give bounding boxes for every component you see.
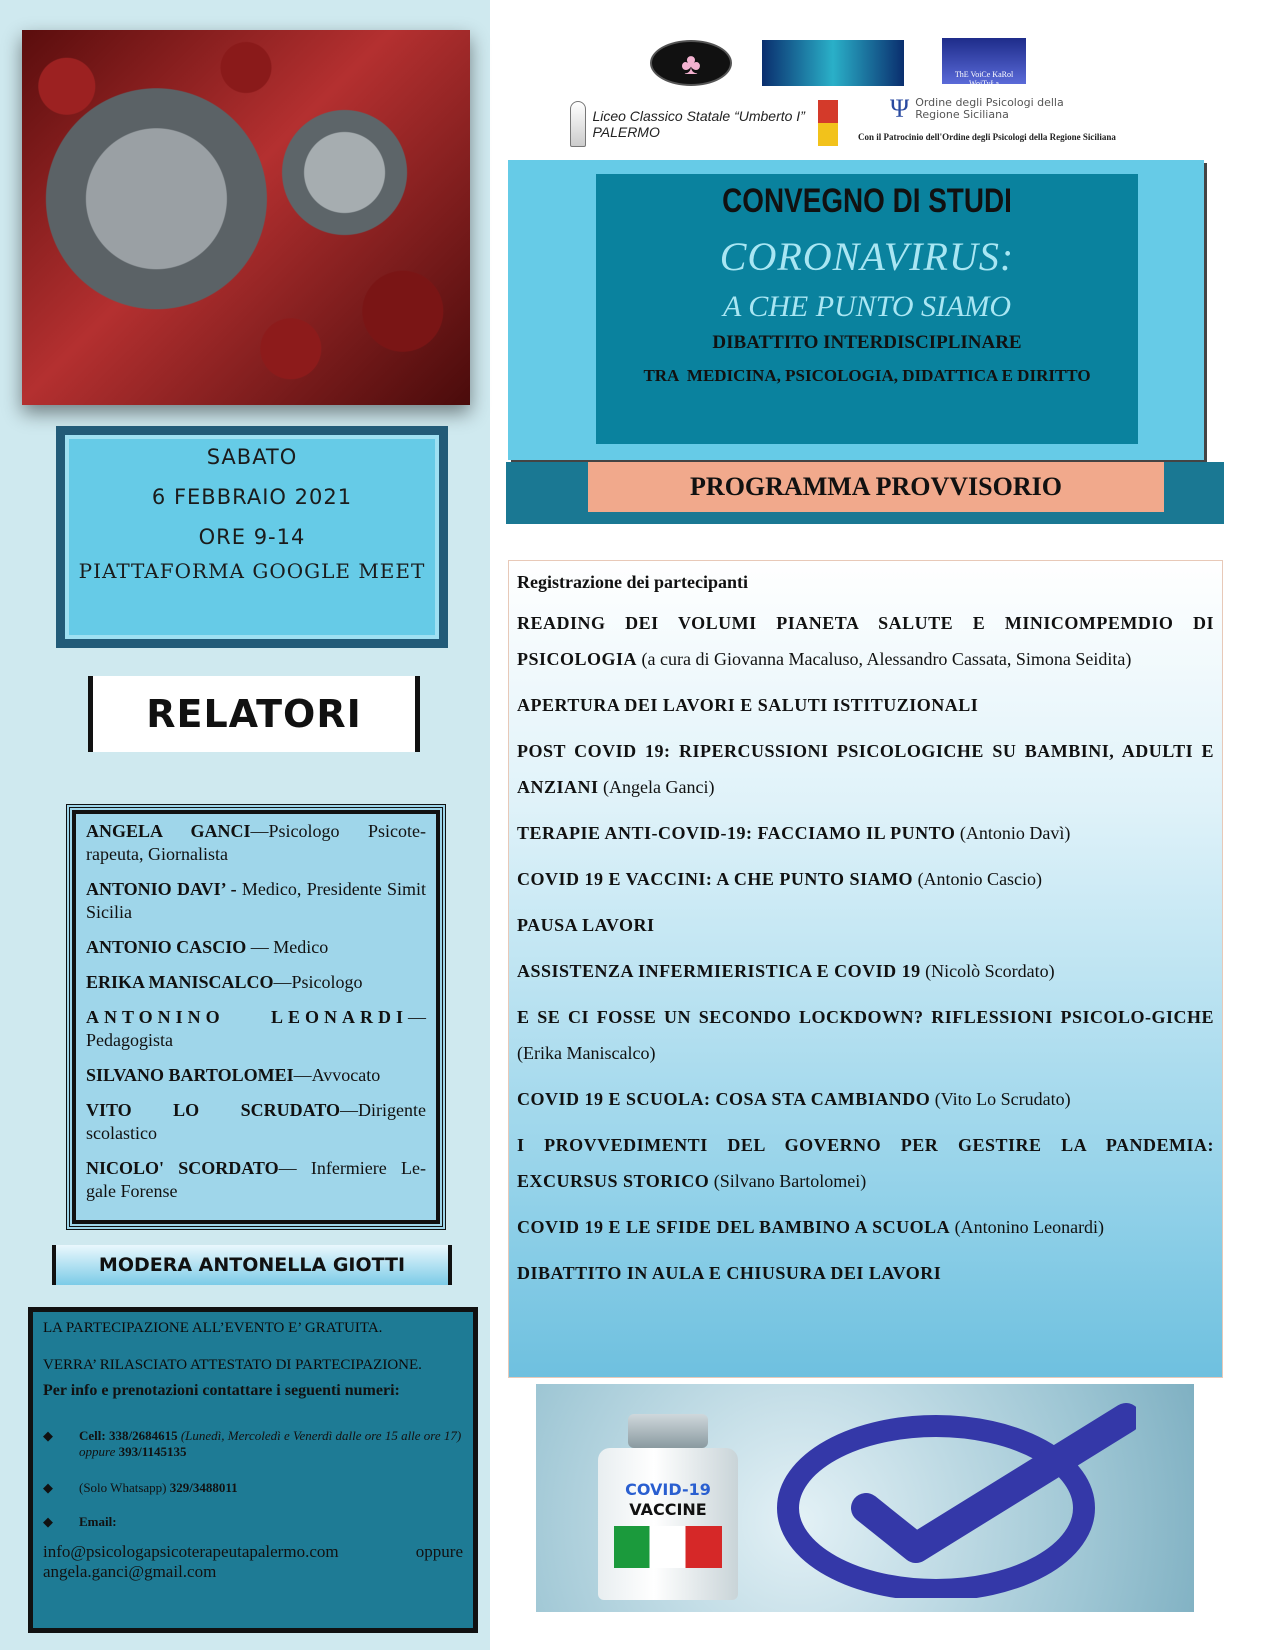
whatsapp-note: (Solo Whatsapp) — [79, 1480, 167, 1495]
whatsapp-number: 329/3488011 — [169, 1480, 238, 1495]
speaker-item — [86, 1006, 426, 1052]
bullet-icon: ◆ — [43, 1514, 53, 1529]
speaker-item — [86, 971, 426, 994]
program-item-speaker: (Antonio Cascio) — [913, 869, 1043, 889]
bullet-icon: ◆ — [43, 1428, 53, 1443]
certificate-text: VERRA’ RILASCIATO ATTESTATO DI PARTECIPAZIONE. — [43, 1357, 422, 1373]
clover-icon: ♣ — [681, 48, 701, 81]
patrocinio-text: Con il Patrocinio dell'Ordine degli Psicologi della Regione Siciliana — [858, 132, 1116, 142]
program-item — [517, 815, 1214, 851]
relatori-heading: RELATORI — [88, 676, 420, 752]
program-item-title: COVID 19 E LE SFIDE DEL BAMBINO A SCUOLA — [517, 1217, 951, 1237]
program-item — [517, 605, 1214, 677]
program-item — [517, 733, 1214, 805]
speaker-name: ERIKA MANISCALCO — [86, 972, 274, 992]
emblem-icon — [570, 101, 586, 147]
contact-cell — [43, 1428, 463, 1460]
program-item-title: COVID 19 E SCUOLA: COSA STA CAMBIANDO — [517, 1089, 931, 1109]
italy-flag-icon — [614, 1526, 722, 1568]
bullet-icon: ◆ — [43, 1480, 53, 1495]
psi-icon: Ψ — [890, 94, 910, 123]
speaker-name: NICOLO' SCORDATO — [86, 1158, 279, 1178]
logo-liceo — [570, 98, 820, 150]
speaker-item — [86, 878, 426, 924]
program-item-speaker: (Silvano Bartolomei) — [709, 1171, 867, 1191]
logo-voice-wojtyla — [942, 38, 1026, 88]
cell-oppure: oppure — [79, 1444, 116, 1459]
program-item-title: POST COVID 19: RIPERCUSSIONI PSICOLOGICHE SU BAMBINI, ADULTI E ANZIANI — [517, 741, 1214, 797]
program-item — [517, 687, 1214, 723]
vaccine-label-line2: VACCINE — [629, 1500, 707, 1519]
program-item-speaker: (a cura di Giovanna Macaluso, Alessandro Cassata, Simona Seidita) — [637, 649, 1132, 669]
info-box — [28, 1307, 478, 1633]
speaker-role: —Dirigente scolastico — [86, 1100, 426, 1143]
speaker-name: VITO LO SCRUDATO — [86, 1100, 341, 1120]
logo-sicilia — [818, 100, 838, 146]
speaker-role: — Infermiere Le-gale Forense — [86, 1158, 426, 1201]
speaker-name: ANGELA GANCI — [86, 821, 251, 841]
program-item-title: PAUSA LAVORI — [517, 915, 655, 935]
program-item — [517, 1127, 1214, 1199]
logo-ordine-psicologi — [890, 94, 1120, 124]
checkmark-icon — [776, 1398, 1136, 1598]
registration-item: Registrazione dei partecipanti — [517, 572, 748, 592]
speaker-name: ANTONINO LEONARDI — [86, 1007, 408, 1027]
program-item-speaker: (Vito Lo Scrudato) — [930, 1089, 1071, 1109]
program-item-title: E SE CI FOSSE UN SECONDO LOCKDOWN? RIFLESSIONI PSICOLO-GICHE — [517, 1007, 1214, 1027]
cell-number-2: 393/1145135 — [118, 1444, 187, 1459]
vaccine-image — [536, 1384, 1194, 1612]
program-item — [517, 953, 1214, 989]
program-item-speaker: (Erika Maniscalco) — [517, 1043, 656, 1063]
speaker-item — [86, 820, 426, 866]
program-item — [517, 907, 1214, 943]
speaker-role: —Psicologo — [273, 972, 363, 992]
cell-note: (Lunedì, Mercoledì e Venerdì dalle ore 15 alle ore 17) — [180, 1428, 462, 1443]
speaker-role: — Pedagogista — [86, 1007, 426, 1050]
program-item-speaker: (Angela Ganci) — [598, 777, 715, 797]
speaker-role: Medico, Presidente Simit Sicilia — [86, 879, 426, 922]
cell-number: 338/2684615 — [108, 1428, 178, 1443]
event-details-box — [56, 426, 448, 648]
coronavirus-image — [22, 30, 470, 405]
speaker-name: SILVANO BARTOLOMEI — [86, 1065, 294, 1085]
event-platform: PIATTAFORMA GOOGLE MEET — [78, 559, 426, 583]
speaker-item — [86, 1157, 426, 1203]
speaker-role: —Psicologo Psicote-rapeuta, Giornalista — [86, 821, 426, 864]
email-label: Email: — [79, 1514, 117, 1529]
moderator-banner: MODERA ANTONELLA GIOTTI — [52, 1245, 452, 1285]
program-item — [517, 999, 1214, 1071]
speaker-item — [86, 1099, 426, 1145]
event-date: 6 FEBBRAIO 2021 — [151, 485, 353, 509]
program-list — [508, 560, 1223, 1378]
program-item-title: I PROVVEDIMENTI DEL GOVERNO PER GESTIRE LA PANDEMIA: EXCURSUS STORICO — [517, 1135, 1214, 1191]
program-item — [517, 861, 1214, 897]
speaker-name: ANTONIO DAVI’ - — [86, 879, 237, 899]
program-item-speaker: (Nicolò Scordato) — [920, 961, 1055, 981]
program-item-title: DIBATTITO IN AULA E CHIUSURA DEI LAVORI — [517, 1263, 942, 1283]
contact-intro: Per info e prenotazioni contattare i seguenti numeri: — [43, 1382, 400, 1399]
subtitle: A CHE PUNTO SIAMO — [722, 290, 1012, 323]
logo-banner-blue — [762, 40, 904, 86]
program-item — [517, 1081, 1214, 1117]
logo-clover — [650, 40, 732, 86]
program-item-title: ASSISTENZA INFERMIERISTICA E COVID 19 — [517, 961, 921, 981]
email-oppure: oppure — [415, 1542, 463, 1561]
program-item-title: READING DEI VOLUMI PIANETA SALUTE E MINICOMPEMDIO DI PSICOLOGIA — [517, 613, 1214, 669]
speaker-name: ANTONIO CASCIO — [86, 937, 247, 957]
liceo-logo-text: Liceo Classico Statale “Umberto I” PALERMO — [592, 108, 805, 140]
speaker-role: —Avvocato — [293, 1065, 381, 1085]
speaker-item — [86, 1064, 426, 1087]
program-item-title: COVID 19 E VACCINI: A CHE PUNTO SIAMO — [517, 869, 914, 889]
speakers-list — [66, 804, 446, 1230]
program-item — [517, 1209, 1214, 1245]
contact-whatsapp — [43, 1480, 463, 1496]
ordine-logo-text: Ordine degli Psicologi della Regione Siciliana — [915, 96, 1064, 121]
dibattito-line: DIBATTITO INTERDISCIPLINARE — [712, 332, 1022, 353]
program-item — [517, 1255, 1214, 1291]
speaker-role: — Medico — [246, 937, 329, 957]
contact-email — [43, 1514, 463, 1530]
email-link-1[interactable]: info@psicologapsicoterapeutapalermo.com — [43, 1542, 339, 1561]
vaccine-label-line1: COVID-19 — [625, 1480, 711, 1499]
event-time: ORE 9-14 — [198, 525, 306, 549]
program-item-title: APERTURA DEI LAVORI E SALUTI ISTITUZIONALI — [517, 695, 979, 715]
program-item-speaker: (Antonio Davì) — [955, 823, 1071, 843]
cell-label: Cell: — [79, 1428, 106, 1443]
program-item-title: TERAPIE ANTI-COVID-19: FACCIAMO IL PUNTO — [517, 823, 956, 843]
email-link-2[interactable]: angela.ganci@gmail.com — [43, 1562, 217, 1581]
coronavirus-title: CORONAVIRUS: — [719, 234, 1015, 279]
event-day: SABATO — [206, 445, 298, 469]
title-box-inner — [596, 174, 1138, 444]
speaker-item — [86, 936, 426, 959]
voice-logo-text: ThE VoiCe KaRol WojTyŁa — [954, 70, 1014, 88]
disciplines-line: TRA MEDICINA, PSICOLOGIA, DIDATTICA E DIRITTO — [643, 366, 1091, 385]
program-item-speaker: (Antonino Leonardi) — [950, 1217, 1105, 1237]
convegno-title: CONVEGNO DI STUDI — [722, 182, 1012, 220]
program-heading: PROGRAMMA PROVVISORIO — [588, 462, 1164, 512]
free-participation-text: LA PARTECIPAZIONE ALL’EVENTO E’ GRATUITA. — [43, 1320, 383, 1336]
vial-icon — [598, 1414, 738, 1600]
